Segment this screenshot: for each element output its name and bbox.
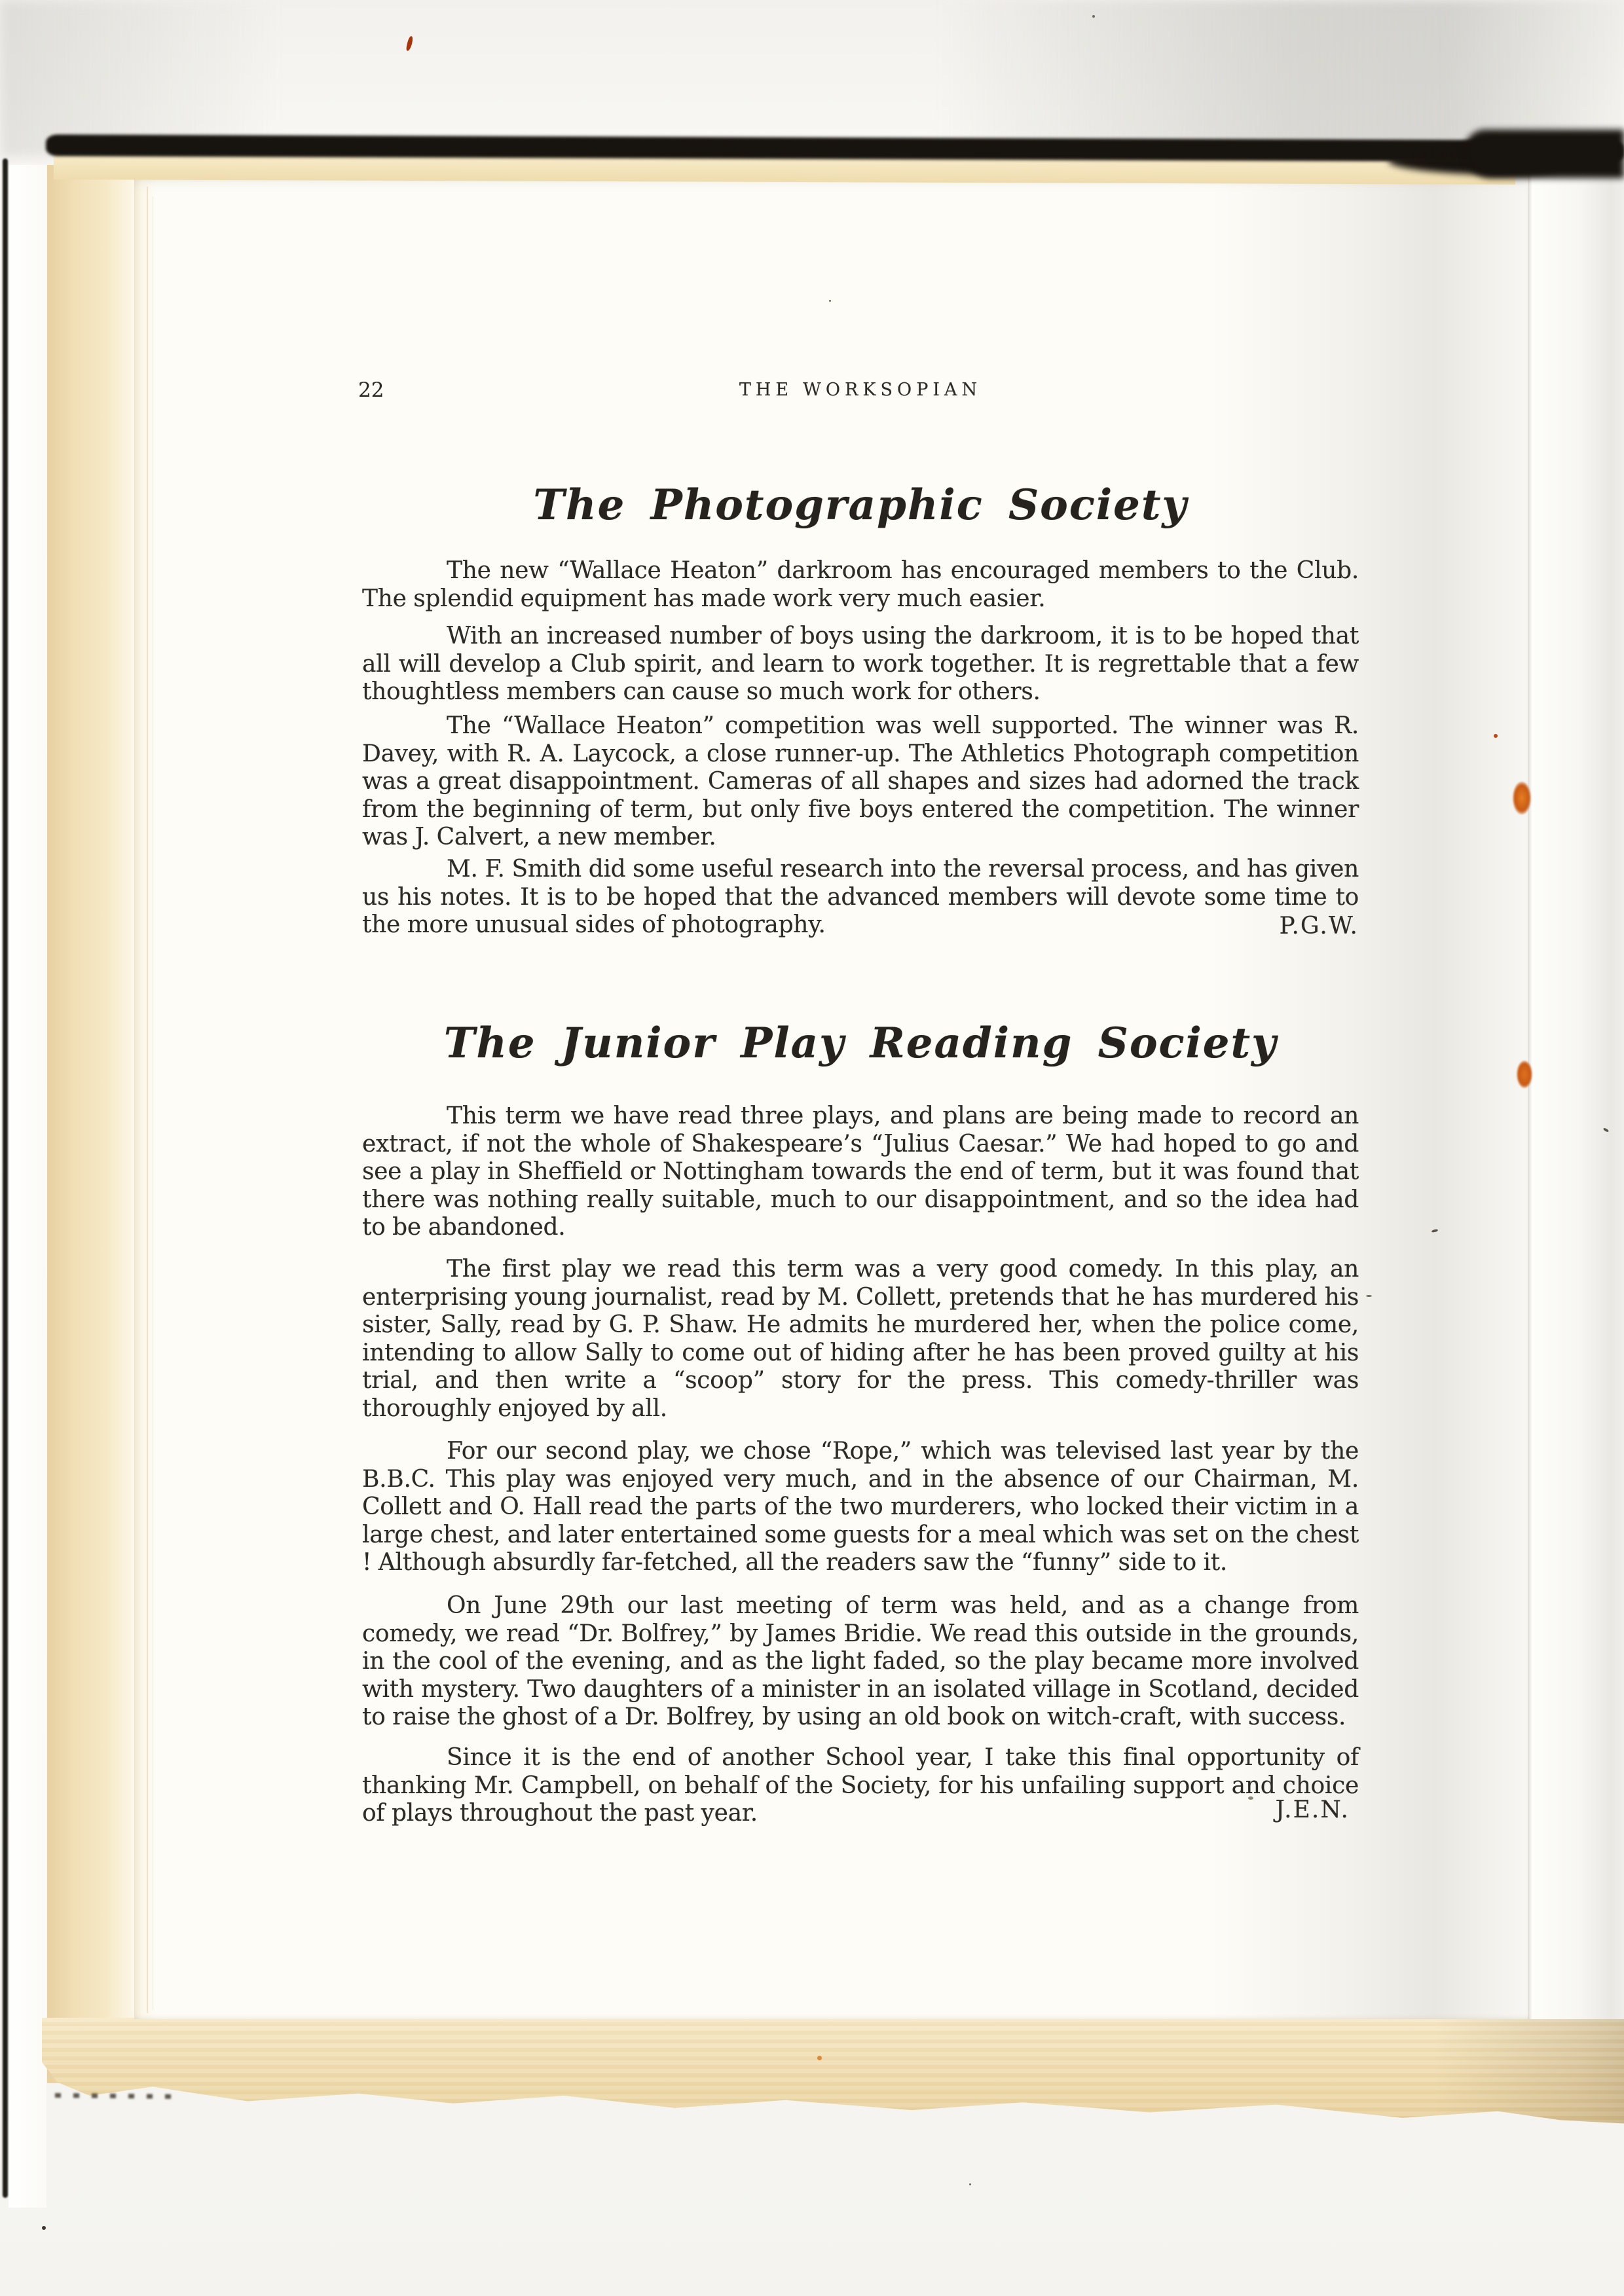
book-left-page-edges xyxy=(47,165,140,2083)
dust-fleck xyxy=(829,300,831,302)
article-paragraph: With an increased number of boys using the darkroom, it is to be hoped that all will develop a Club spirit, and learn to work together. It is regrettable that a few thoughtless members can cause so much work for others. xyxy=(362,623,1359,705)
scan-left-edge-shadow xyxy=(3,158,8,2198)
article-paragraph: On June 29th our last meeting of term was held, and as a change from comedy, we read “Dr. Bolfrey,” by James Bridie. We read this outside in the grounds, in the cool of the evening, and as the light faded, so the play became more involved with mystery. Two daughters of a minister in an isolated village in Scotland, decided to raise the ghost of a Dr. Bolfrey, by using an old book on witch-craft, with success. xyxy=(362,1592,1359,1730)
scanner-lid-shadow-left xyxy=(0,0,282,157)
page-number: 22 xyxy=(358,378,384,402)
article-title-photographic-society: The Photographic Society xyxy=(533,480,1188,530)
underlying-page-edge xyxy=(1532,172,1624,2019)
article-paragraph: M. F. Smith did some useful research into the reversal process, and has given us his notes. It is to be hoped that the advanced members will devote some time to the more unusual sides of photography. xyxy=(362,856,1359,938)
dust-fleck xyxy=(969,2183,971,2185)
author-initials: P.G.W. xyxy=(1279,913,1359,939)
article-paragraph: Since it is the end of another School year, I take this final opportunity of thanking Mr. Campbell, on behalf of the Society, for his unfailing support and choice of plays throughout the past year. xyxy=(362,1744,1359,1827)
rust-stain-lower xyxy=(1517,1061,1532,1088)
author-initials: J.E.N. xyxy=(1275,1796,1350,1823)
running-head xyxy=(358,377,1359,403)
band-stain-dot xyxy=(817,2056,822,2060)
article-paragraph: The “Wallace Heaton” competition was well supported. The winner was R. Davey, with R. A. Laycock, a close runner-up. The Athletics Photograph competition was a great disappointment. Cameras of all shapes and sizes had adorned the track from the beginning of term, but only five boys entered the competition. The winner was J. Calvert, a new member. xyxy=(362,712,1359,850)
dust-fleck xyxy=(1092,15,1095,18)
rust-stain-upper xyxy=(1513,782,1531,814)
inner-margin-fold-line xyxy=(147,187,148,2013)
article-paragraph: For our second play, we chose “Rope,” which was televised last year by the B.B.C. This play was enjoyed very much, and in the absence of our Chairman, M. Collett and O. Hall read the parts of the two murderers, who locked their victim in a large chest, and later entertained some guests for a meal which was set on the chest ! Although absurdly far-fetched, all the readers saw the “funny” side to it. xyxy=(362,1438,1359,1576)
book-top-shadow-right xyxy=(1464,130,1624,178)
scanner-gap-highlight xyxy=(9,165,46,2208)
article-title-junior-play-reading-society: The Junior Play Reading Society xyxy=(443,1018,1278,1068)
page-fore-edge-crease xyxy=(1528,172,1532,2019)
article-paragraph: The first play we read this term was a very good comedy. In this play, an enterprising young journalist, read by M. Collett, pretends that he has murdered his sister, Sally, read by G. P. Shaw. He admits he murdered her, when the police come, intending to allow Sally to come out of hiding after he has been proved guilty at his trial, and then write a “scoop” story for the press. This comedy-thriller was thoroughly enjoyed by all. xyxy=(362,1256,1359,1422)
bottom-left-smudge xyxy=(55,2093,179,2099)
book-bottom-page-edges xyxy=(42,2018,1624,2129)
dust-fleck xyxy=(42,2226,46,2230)
journal-title: THE WORKSOPIAN xyxy=(739,380,982,400)
magazine-page-paper xyxy=(134,172,1532,2019)
article-paragraph: The new “Wallace Heaton” darkroom has encouraged members to the Club. The splendid equipment has made work very much easier. xyxy=(362,557,1359,612)
article-paragraph: This term we have read three plays, and plans are being made to record an extract, if not the whole of Shakespeare’s “Julius Caesar.” We had hoped to go and see a play in Sheffield or Nottingham towards the end of term, but it was found that there was nothing really suitable, much to our disappointment, and so the idea had to be abandoned. xyxy=(362,1102,1359,1241)
dust-fleck xyxy=(1366,1295,1372,1297)
scanner-lid-shadow-right xyxy=(936,0,1624,147)
rust-dot xyxy=(1494,734,1498,738)
red-fibre-speck xyxy=(405,35,413,51)
